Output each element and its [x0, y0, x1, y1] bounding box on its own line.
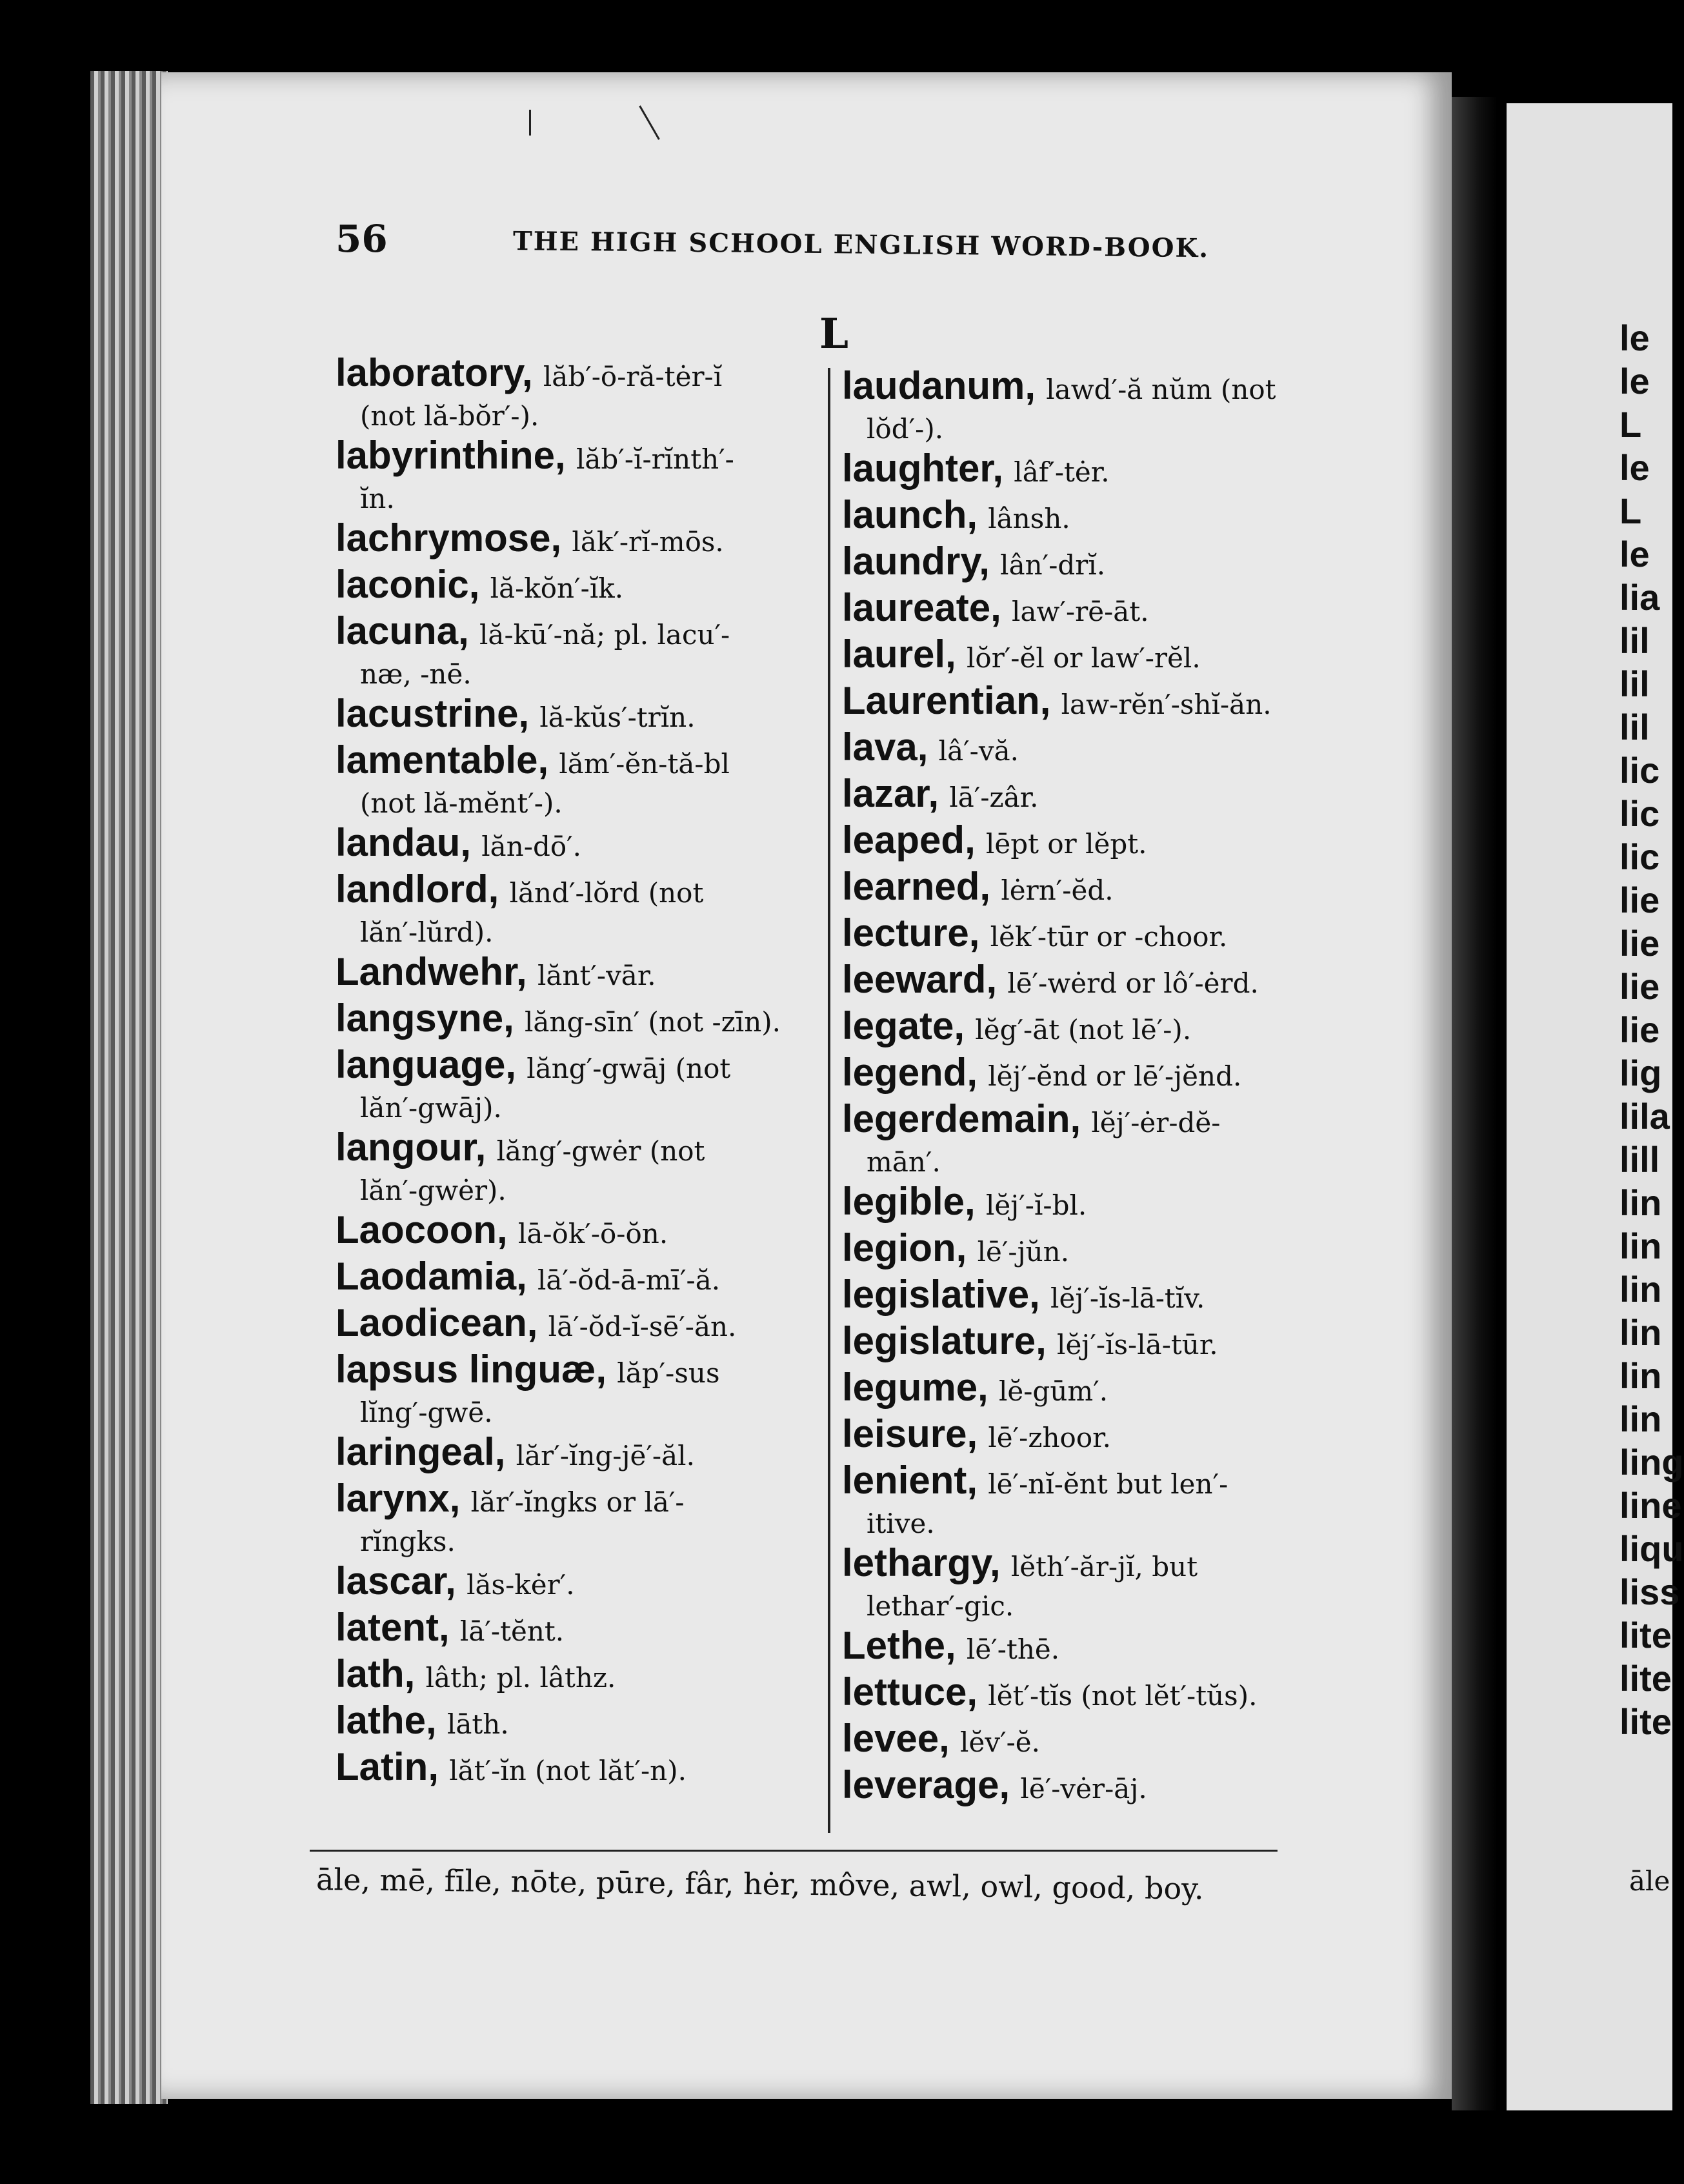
dictionary-entry	[336, 1746, 852, 1792]
dictionary-entry	[336, 352, 852, 434]
entry-headword: lachrymose,	[336, 516, 562, 560]
entry-continuation: lăn′-gwėr).	[360, 1175, 506, 1206]
dictionary-entry	[842, 1764, 1358, 1810]
adjacent-page-word-fragment: liqu	[1619, 1528, 1684, 1569]
entry-pronunciation: lŏr′-ĕl or law′-rĕl.	[966, 642, 1201, 674]
column-divider	[828, 368, 830, 1833]
entry-pronunciation: lĕk′-tūr or -choor.	[990, 921, 1228, 953]
entry-headword: langour,	[336, 1126, 486, 1169]
entry-pronunciation: lăn-dō′.	[481, 831, 582, 862]
dictionary-entry	[842, 1413, 1358, 1459]
entry-headword: lath,	[336, 1652, 416, 1695]
entry-continuation: (not lă-bŏr′-).	[360, 400, 539, 432]
entry-headword: lettuce,	[842, 1670, 978, 1714]
dictionary-entry	[336, 693, 852, 739]
entry-headword: Laodicean,	[336, 1301, 538, 1344]
adjacent-page-word-fragment: lila	[1619, 1096, 1670, 1137]
adjacent-page-word-fragment: lin	[1619, 1269, 1662, 1309]
dictionary-entry	[842, 1098, 1358, 1180]
entry-continuation: lĭng′-gwē.	[360, 1397, 493, 1428]
adjacent-page-word-fragment: lin	[1619, 1399, 1662, 1439]
entry-headword: latent,	[336, 1606, 450, 1649]
entry-pronunciation: lĕ-gūm′.	[998, 1375, 1108, 1407]
entry-headword: laudanum,	[842, 364, 1036, 407]
dictionary-entry	[336, 1302, 852, 1348]
adjacent-page-word-fragment: le	[1619, 447, 1650, 488]
adjacent-page-word-fragment: lic	[1619, 793, 1660, 834]
adjacent-page-fragments	[1619, 316, 1684, 1743]
entry-headword: leeward,	[842, 958, 997, 1001]
entry-pronunciation: lē′-thē.	[966, 1633, 1060, 1665]
entry-headword: laundry,	[842, 540, 990, 583]
entry-headword: levee,	[842, 1717, 950, 1760]
entry-headword: langsyne,	[336, 996, 514, 1040]
entry-pronunciation: lĕv′-ĕ.	[960, 1726, 1040, 1758]
entry-headword: laringeal,	[336, 1430, 506, 1473]
entry-continuation: mān′.	[867, 1146, 941, 1178]
entry-pronunciation: lē′-vėr-āj.	[1020, 1773, 1147, 1805]
entry-pronunciation: lĕj′-ĭs-lā-tūr.	[1057, 1329, 1218, 1360]
dictionary-entry	[842, 1273, 1358, 1320]
dictionary-entry	[336, 517, 852, 563]
dictionary-entry	[842, 726, 1358, 773]
running-title: THE HIGH SCHOOL ENGLISH WORD-BOOK.	[512, 226, 1210, 264]
adjacent-page-word-fragment: L	[1619, 404, 1642, 445]
entry-pronunciation: lăr′-ĭng-jē′-ăl.	[516, 1440, 695, 1471]
entry-headword: learned,	[842, 865, 991, 908]
entry-headword: Laurentian,	[842, 679, 1051, 722]
entry-pronunciation: lā′-ŏd-ā-mī′-ă.	[537, 1264, 721, 1296]
entry-continuation: lethar′-gic.	[867, 1590, 1014, 1622]
adjacent-page-word-fragment: lill	[1619, 1139, 1660, 1180]
dictionary-entry	[842, 1366, 1358, 1413]
dictionary-entry	[336, 739, 852, 822]
entry-continuation: ĭn.	[360, 483, 395, 514]
entry-pronunciation: law′-rē-āt.	[1012, 596, 1149, 627]
entry-pronunciation: lē′-zhoor.	[988, 1422, 1111, 1453]
dictionary-entry	[336, 1653, 852, 1699]
entry-headword: lacustrine,	[336, 692, 530, 735]
entry-pronunciation: lă-kū′-nă; pl. lacu′-	[479, 619, 730, 651]
entry-headword: lazar,	[842, 772, 939, 815]
entry-headword: landlord,	[336, 867, 499, 911]
dictionary-entry	[842, 365, 1358, 447]
dictionary-entry	[842, 540, 1358, 587]
entry-pronunciation: lăs-kėr′.	[466, 1569, 575, 1601]
entry-pronunciation: lăp′-sus	[617, 1357, 720, 1389]
entry-headword: lamentable,	[336, 738, 549, 782]
entry-pronunciation: lănt′-vār.	[537, 960, 656, 991]
dictionary-entry	[336, 1255, 852, 1302]
dictionary-entry	[336, 822, 852, 868]
entry-headword: legend,	[842, 1051, 978, 1094]
adjacent-page-word-fragment: le	[1619, 361, 1650, 401]
entry-headword: lecture,	[842, 911, 980, 955]
entry-headword: legislature,	[842, 1319, 1047, 1362]
adjacent-page-word-fragment: lil	[1619, 707, 1650, 747]
adjacent-page-word-fragment: lite	[1619, 1615, 1672, 1655]
adjacent-page-footer: āle	[1629, 1865, 1670, 1897]
dictionary-entry	[842, 1005, 1358, 1051]
dictionary-entry	[336, 1126, 852, 1209]
entry-headword: legible,	[842, 1180, 976, 1223]
adjacent-page-word-fragment: lic	[1619, 836, 1660, 877]
entry-headword: lenient,	[842, 1459, 978, 1502]
adjacent-page-word-fragment: lia	[1619, 577, 1660, 618]
right-column	[842, 365, 1358, 1810]
entry-pronunciation: lĕj′-ĭs-lā-tĭv.	[1050, 1282, 1205, 1314]
entry-pronunciation: lăb′-ō-ră-tėr-ĭ	[543, 361, 723, 392]
entry-pronunciation: lĕj′-ėr-dĕ-	[1091, 1107, 1221, 1138]
dictionary-entry	[842, 1624, 1358, 1671]
pronunciation-key: āle, mē, fīle, nōte, pūre, fâr, hėr, môve, awl, owl, good, boy.	[316, 1862, 1204, 1906]
dictionary-entry	[842, 633, 1358, 680]
dictionary-entry	[336, 1431, 852, 1477]
entry-continuation: næ, -nē.	[360, 658, 472, 690]
entry-pronunciation: lân′-drĭ.	[1000, 549, 1106, 581]
dictionary-entry	[842, 680, 1358, 726]
entry-headword: larynx,	[336, 1477, 461, 1520]
entry-headword: lethargy,	[842, 1541, 1001, 1584]
entry-pronunciation: lă-kŏn′-ĭk.	[490, 572, 624, 604]
entry-pronunciation: lăng′-gwėr (not	[496, 1135, 705, 1167]
entry-pronunciation: lē′-jŭn.	[977, 1236, 1070, 1268]
adjacent-page-word-fragment: line	[1619, 1485, 1682, 1526]
entry-pronunciation: lawd′-ă nŭm (not	[1046, 374, 1276, 405]
adjacent-page-word-fragment: lin	[1619, 1182, 1662, 1223]
entry-pronunciation: lănd′-lŏrd (not	[509, 877, 704, 909]
entry-pronunciation: lăk′-rĭ-mōs.	[572, 526, 724, 558]
dictionary-entry	[842, 912, 1358, 958]
adjacent-page-word-fragment: lin	[1619, 1355, 1662, 1396]
entry-headword: launch,	[842, 493, 978, 536]
adjacent-page-word-fragment: lie	[1619, 923, 1660, 964]
entry-continuation: lŏd′-).	[867, 413, 944, 445]
dictionary-entry	[842, 1459, 1358, 1542]
entry-headword: leisure,	[842, 1412, 978, 1455]
footer-rule	[310, 1850, 1278, 1852]
dictionary-entry	[336, 1209, 852, 1255]
dictionary-entry	[336, 1477, 852, 1560]
adjacent-page-word-fragment: ling	[1619, 1442, 1684, 1482]
adjacent-page-word-fragment: lie	[1619, 966, 1660, 1007]
dictionary-entry	[842, 1227, 1358, 1273]
adjacent-page-word-fragment: lite	[1619, 1701, 1672, 1742]
adjacent-page-word-fragment: lite	[1619, 1658, 1672, 1699]
entry-pronunciation: lăr′-ĭngks or lā′-	[470, 1486, 685, 1518]
adjacent-page-word-fragment: lin	[1619, 1312, 1662, 1353]
entry-pronunciation: lânsh.	[988, 503, 1070, 534]
entry-pronunciation: lăb′-ĭ-rĭnth′-	[576, 443, 734, 475]
scan-mark	[529, 110, 531, 136]
entry-pronunciation: lăm′-ĕn-tă-bl	[559, 748, 730, 780]
entry-pronunciation: lĕj′-ĭ-bl.	[985, 1189, 1087, 1221]
entry-pronunciation: lă-kŭs′-trĭn.	[539, 702, 696, 733]
dictionary-entry	[336, 997, 852, 1044]
dictionary-entry	[842, 1542, 1358, 1624]
entry-headword: legion,	[842, 1226, 967, 1269]
entry-continuation: rĭngks.	[360, 1526, 456, 1557]
entry-headword: Laodamia,	[336, 1255, 527, 1298]
adjacent-page-word-fragment: lie	[1619, 1009, 1660, 1050]
entry-pronunciation: law-rĕn′-shĭ-ăn.	[1061, 689, 1272, 720]
entry-headword: lathe,	[336, 1699, 437, 1742]
entry-pronunciation: lē′-wėrd or lô′-ėrd.	[1007, 967, 1259, 999]
dictionary-entry	[842, 819, 1358, 865]
dictionary-entry	[336, 1699, 852, 1746]
entry-headword: legislative,	[842, 1273, 1040, 1316]
adjacent-page-word-fragment: lil	[1619, 663, 1650, 704]
entry-headword: laureate,	[842, 586, 1001, 629]
adjacent-page-word-fragment: L	[1619, 490, 1642, 531]
entry-headword: laconic,	[336, 563, 480, 606]
entry-headword: Laocoon,	[336, 1208, 508, 1251]
dictionary-entry	[842, 1051, 1358, 1098]
dictionary-entry	[336, 868, 852, 951]
entry-headword: laughter,	[842, 447, 1004, 490]
dictionary-entry	[336, 1560, 852, 1606]
entry-pronunciation: lâth; pl. lâthz.	[425, 1662, 616, 1694]
entry-pronunciation: lā′-ŏd-ĭ-sē′-ăn.	[548, 1311, 737, 1342]
entry-headword: Landwehr,	[336, 950, 527, 993]
entry-headword: landau,	[336, 821, 472, 864]
entry-pronunciation: lėrn′-ĕd.	[1001, 875, 1114, 906]
dictionary-entry	[842, 587, 1358, 633]
dictionary-entry	[336, 563, 852, 610]
entry-pronunciation: lĕt′-tĭs (not lĕt′-tŭs).	[988, 1680, 1258, 1712]
entry-pronunciation: lā′-zâr.	[949, 782, 1039, 813]
adjacent-page-word-fragment: lic	[1619, 750, 1660, 791]
entry-pronunciation: lāth.	[446, 1708, 509, 1740]
entry-headword: lapsus linguæ,	[336, 1348, 607, 1391]
entry-continuation: itive.	[867, 1508, 935, 1539]
entry-headword: laboratory,	[336, 351, 533, 394]
dictionary-entry	[842, 1717, 1358, 1764]
entry-pronunciation: lā-ŏk′-ō-ŏn.	[517, 1218, 668, 1249]
entry-pronunciation: lĕth′-ăr-jĭ, but	[1010, 1551, 1198, 1582]
adjacent-page-word-fragment: le	[1619, 318, 1650, 358]
entry-headword: Lethe,	[842, 1624, 956, 1667]
entry-headword: lacuna,	[336, 609, 469, 652]
dictionary-entry	[336, 1044, 852, 1126]
dictionary-entry	[842, 447, 1358, 494]
entry-continuation: (not lă-mĕnt′-).	[360, 787, 563, 819]
dictionary-entry	[842, 958, 1358, 1005]
entry-headword: Latin,	[336, 1745, 439, 1788]
entry-headword: language,	[336, 1043, 517, 1086]
entry-pronunciation: lâf′-tėr.	[1014, 456, 1110, 488]
dictionary-entry	[842, 865, 1358, 912]
entry-headword: labyrinthine,	[336, 434, 566, 477]
entry-headword: leaped,	[842, 818, 976, 862]
entry-pronunciation: lĕg′-āt (not lē′-).	[975, 1014, 1192, 1046]
entry-pronunciation: lā′-tĕnt.	[459, 1615, 565, 1647]
page-header	[336, 213, 1239, 265]
book-gutter	[1452, 97, 1497, 2110]
adjacent-page-word-fragment: lie	[1619, 880, 1660, 920]
section-letter: L	[819, 310, 848, 358]
adjacent-page-word-fragment: lig	[1619, 1053, 1662, 1093]
entry-pronunciation: lĕj′-ĕnd or lē′-jĕnd.	[988, 1060, 1242, 1092]
entry-headword: lava,	[842, 725, 928, 769]
entry-pronunciation: lē′-nĭ-ĕnt but len′-	[988, 1468, 1228, 1500]
dictionary-entry	[336, 951, 852, 997]
dictionary-entry	[336, 1606, 852, 1653]
dictionary-entry	[842, 773, 1358, 819]
adjacent-page-word-fragment: lil	[1619, 620, 1650, 661]
dictionary-entry	[336, 1348, 852, 1431]
entry-pronunciation: lăng′-gwāj (not	[526, 1053, 731, 1084]
page-number: 56	[336, 217, 388, 261]
entry-headword: lascar,	[336, 1559, 456, 1603]
entry-pronunciation: lēpt or lĕpt.	[985, 828, 1147, 860]
dictionary-entry	[842, 1180, 1358, 1227]
entry-headword: legerdemain,	[842, 1097, 1081, 1140]
entry-headword: leverage,	[842, 1763, 1010, 1806]
entry-headword: legate,	[842, 1004, 965, 1047]
entry-headword: legume,	[842, 1366, 988, 1409]
adjacent-page-word-fragment: lin	[1619, 1226, 1662, 1266]
dictionary-entry	[842, 494, 1358, 540]
dictionary-entry	[842, 1671, 1358, 1717]
dictionary-entry	[842, 1320, 1358, 1366]
dictionary-entry	[336, 610, 852, 693]
entry-continuation: lăn′-lŭrd).	[360, 916, 494, 948]
dictionary-entry	[336, 434, 852, 517]
entry-continuation: lăn′-gwāj).	[360, 1092, 502, 1124]
adjacent-page-word-fragment: liss	[1619, 1572, 1680, 1612]
entry-pronunciation: lâ′-vă.	[938, 735, 1019, 767]
left-column	[336, 352, 852, 1792]
entry-pronunciation: lăng-sīn′ (not -zīn).	[525, 1006, 781, 1038]
entry-pronunciation: lăt′-ĭn (not lăt′-n).	[449, 1755, 687, 1786]
book-page-edges	[90, 71, 168, 2104]
entry-headword: laurel,	[842, 632, 956, 676]
adjacent-page-word-fragment: le	[1619, 534, 1650, 574]
